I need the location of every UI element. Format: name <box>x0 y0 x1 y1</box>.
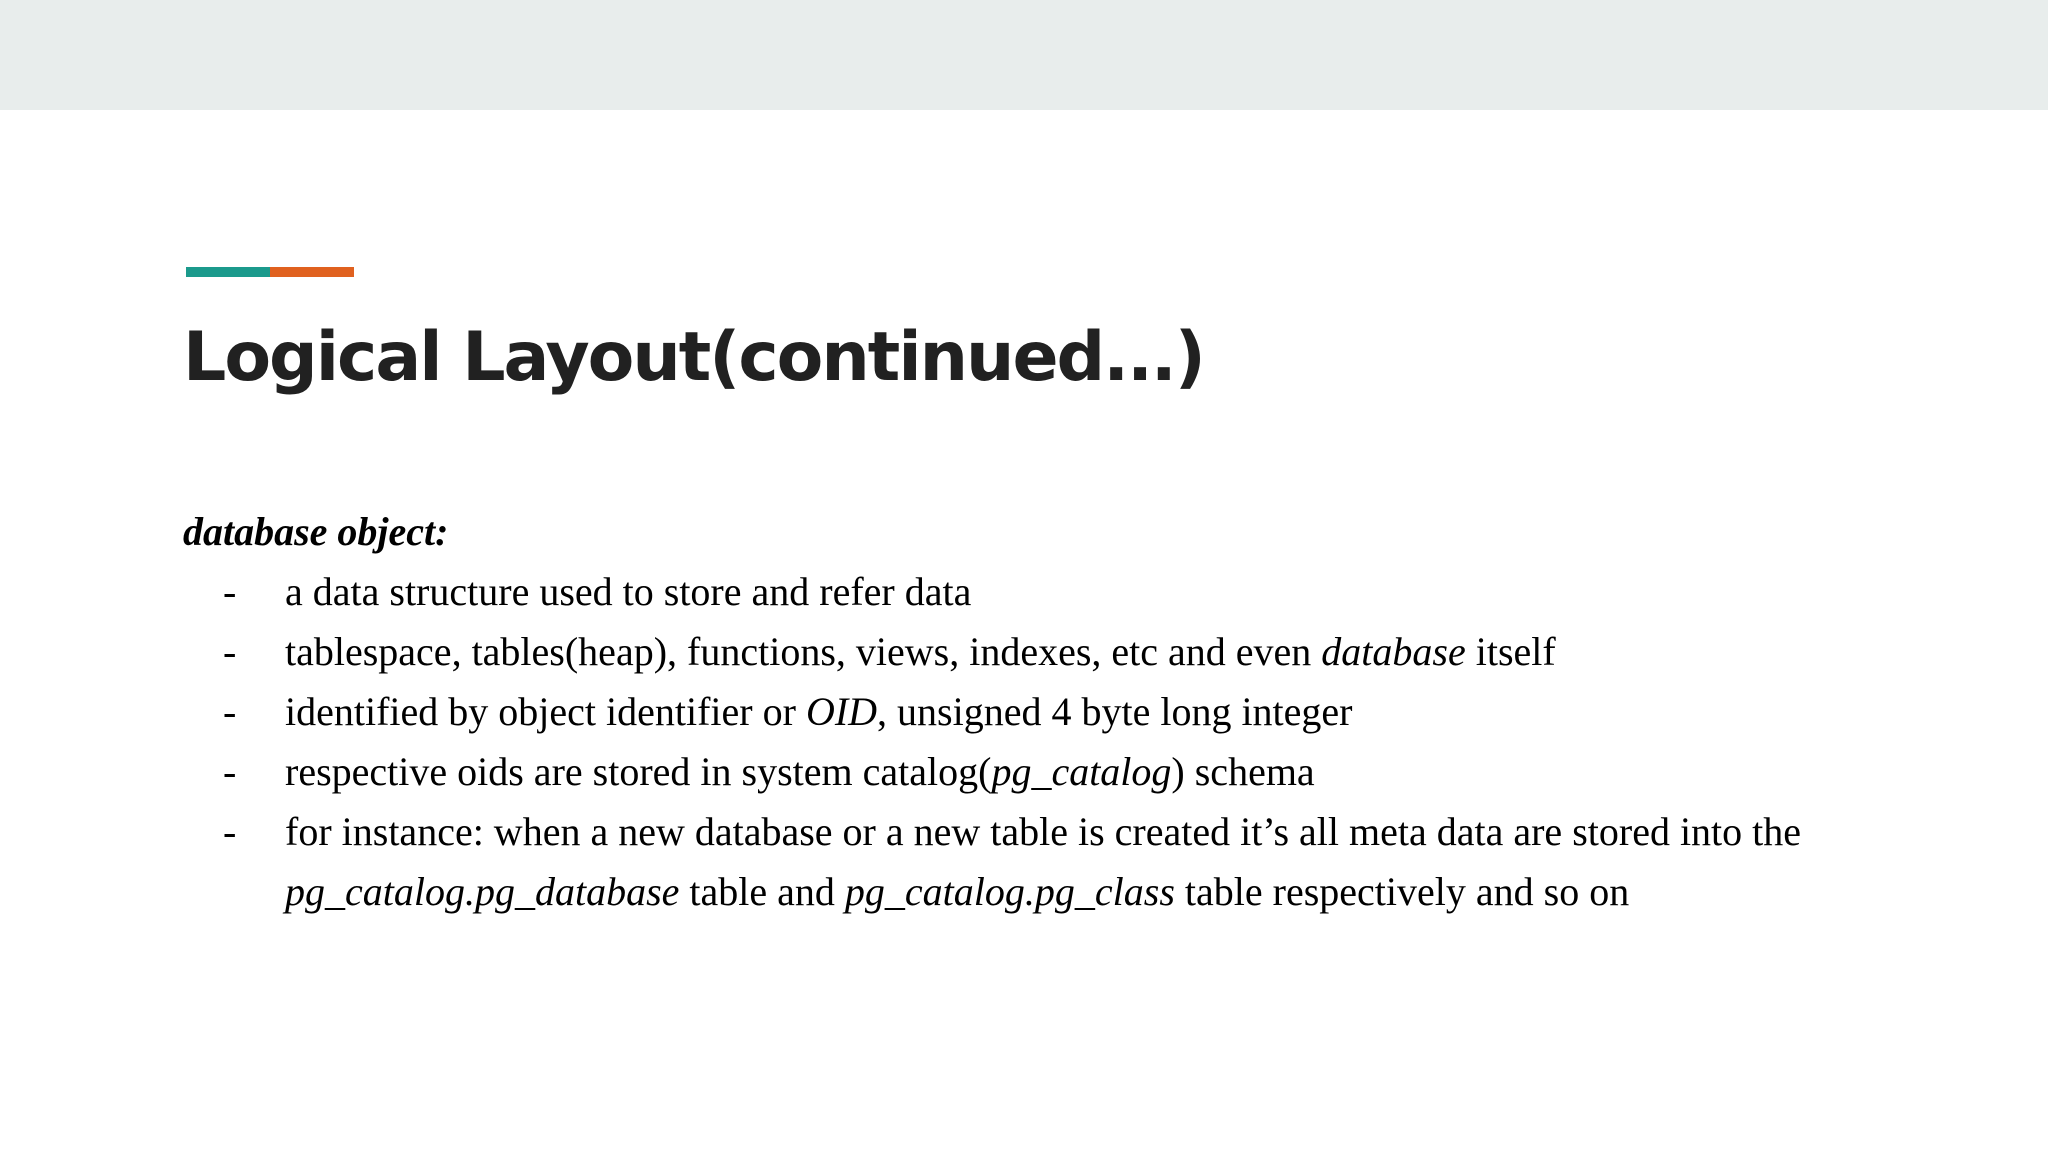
item-text: respective oids are stored in system catalog( <box>285 749 992 794</box>
list-item <box>183 622 1883 682</box>
bullet-dash: - <box>223 749 237 794</box>
item-text-end: table respectively and so on <box>1174 869 1630 914</box>
item-emphasis: database <box>1321 629 1466 674</box>
bullet-list <box>183 562 1883 922</box>
item-emphasis-class-table: pg_catalog.pg_class <box>844 869 1175 914</box>
slide-body <box>183 482 1883 922</box>
list-item <box>183 682 1883 742</box>
title-accent-bar <box>186 267 354 277</box>
slide <box>0 110 2048 1152</box>
accent-orange-segment <box>270 267 354 277</box>
item-text-middle: table and <box>679 869 845 914</box>
item-emphasis: pg_catalog <box>991 749 1172 794</box>
list-item <box>183 802 1883 922</box>
item-text-end: , unsigned 4 byte long integer <box>877 689 1353 734</box>
slide-title: Logical Layout(continued...) <box>183 318 1204 397</box>
accent-teal-segment <box>186 267 270 277</box>
item-text-end: ) schema <box>1171 749 1315 794</box>
item-emphasis: OID <box>805 689 878 734</box>
item-emphasis-database-table: pg_catalog.pg_database <box>285 869 680 914</box>
top-band <box>0 0 2048 110</box>
bullet-dash: - <box>223 809 237 854</box>
item-text: for instance: when a new database or a new table is created it’s all meta data are stored into the <box>285 809 1802 854</box>
item-text: a data structure used to store and refer data <box>285 569 972 614</box>
bullet-dash: - <box>223 569 237 614</box>
section-heading: database object: <box>183 509 449 554</box>
item-text: identified by object identifier or <box>285 689 806 734</box>
item-text-end: itself <box>1465 629 1556 674</box>
list-item <box>183 562 1883 622</box>
bullet-dash: - <box>223 629 237 674</box>
item-text: tablespace, tables(heap), functions, views, indexes, etc and even <box>285 629 1322 674</box>
list-item <box>183 742 1883 802</box>
bullet-dash: - <box>223 689 237 734</box>
